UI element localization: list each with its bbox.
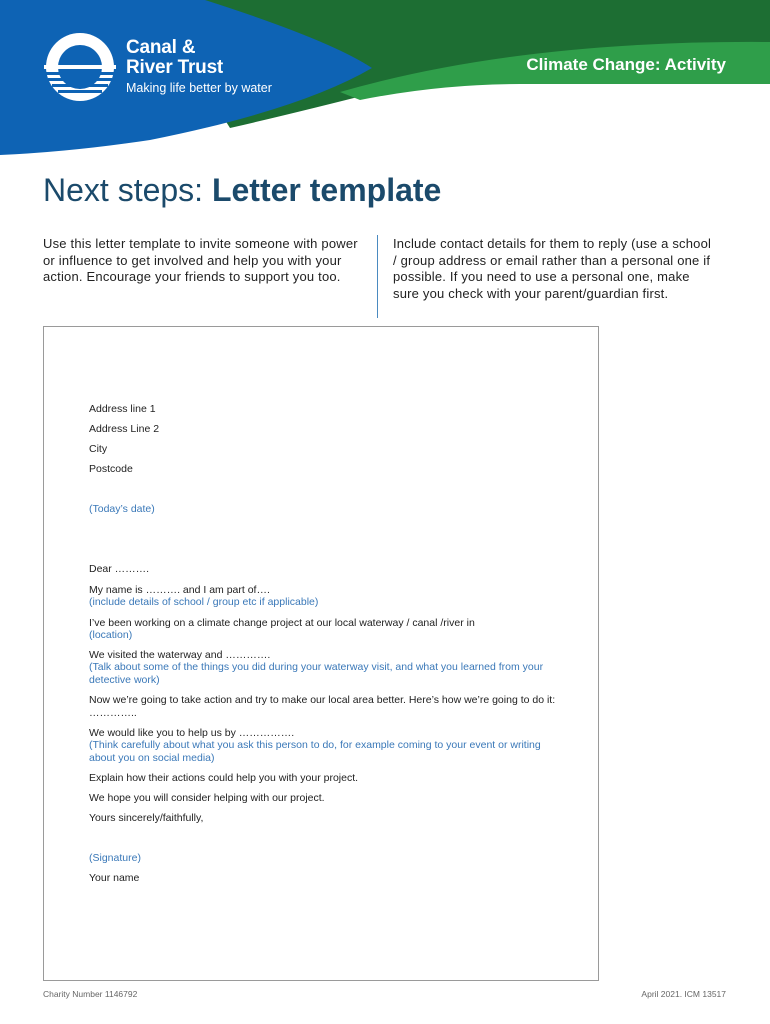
letter-template-box <box>43 326 599 981</box>
salutation: Dear ………. <box>89 563 150 575</box>
canal-river-trust-logo <box>42 32 118 102</box>
postcode-line: Postcode <box>89 463 133 475</box>
address-line-2: Address Line 2 <box>89 423 160 435</box>
brand-line-1: Canal & <box>126 37 196 58</box>
hope-line: We hope you will consider helping with our project. <box>89 792 325 804</box>
project-hint: (location) <box>89 629 133 641</box>
address-line-1: Address line 1 <box>89 403 156 415</box>
help-line: We would like you to help us by ……………. <box>89 727 295 739</box>
document-reference: April 2021. ICM 13517 <box>641 989 726 999</box>
visit-line: We visited the waterway and …………. <box>89 649 271 661</box>
charity-number: Charity Number 1146792 <box>43 989 138 999</box>
action-line: Now we’re going to take action and try to make our local area better. Here’s how we’re going to do it: ………….. <box>89 694 556 719</box>
project-line: I’ve been working on a climate change project at our local waterway / canal /river in <box>89 617 475 629</box>
title-bold: Letter template <box>211 172 442 208</box>
column-divider <box>377 235 378 318</box>
brand-line-2: River Trust <box>126 57 224 78</box>
name-hint: (include details of school / group etc if applicable) <box>89 596 319 608</box>
intro-right: Include contact details for them to reply (use a school / group address or email rather than a personal one if possible. If you need to use a personal one, make sure you check with your parent/guardian first. <box>393 236 712 301</box>
visit-hint: (Talk about some of the things you did during your waterway visit, and what you learned from your detective work) <box>89 661 544 686</box>
page-title <box>43 172 441 209</box>
title-prefix: Next steps: <box>43 172 212 208</box>
brand-tagline: Making life better by water <box>126 81 272 95</box>
your-name-line: Your name <box>89 872 140 884</box>
name-line: My name is ………. and I am part of…. <box>89 584 270 596</box>
activity-label: Climate Change: Activity <box>526 55 726 74</box>
signature-placeholder: (Signature) <box>89 852 141 864</box>
brand-name <box>126 38 223 78</box>
date-placeholder: (Today’s date) <box>89 503 155 515</box>
intro-left: Use this letter template to invite someone with power or influence to get involved and help you with your action. Encourage your friends to support you too. <box>43 236 358 284</box>
city-line: City <box>89 443 108 455</box>
explain-line: Explain how their actions could help you with your project. <box>89 772 359 784</box>
help-hint: (Think carefully about what you ask this person to do, for example coming to your event or writing about you on social media) <box>89 739 541 764</box>
signoff-line: Yours sincerely/faithfully, <box>89 812 204 824</box>
